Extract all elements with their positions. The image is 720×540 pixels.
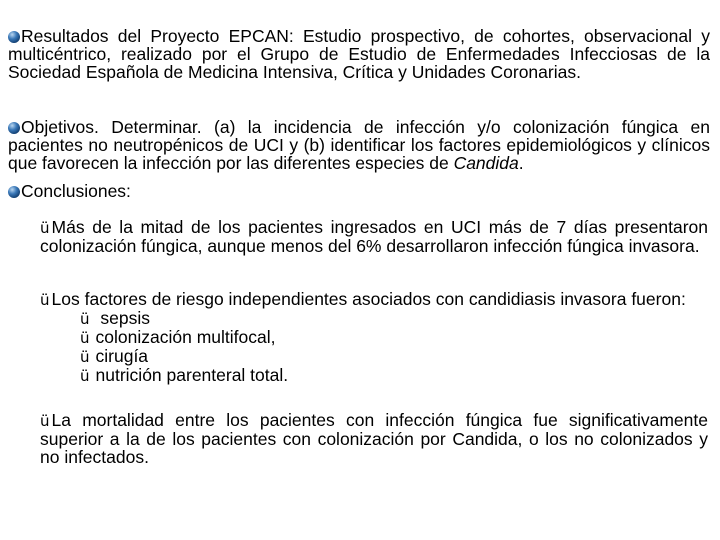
risk-factor-item [40,328,708,347]
objectives-text: Objetivos. Determinar. (a) la incidencia de infección y/o colonización fúngica en pacientes no neutropénicos de UCI y (b) identificar los factores epidemiológicos y clínicos que favorecen la infección por las diferentes especies de [8,117,710,173]
risk-factor-item [40,347,708,366]
risk-factor-label: cirugía [95,346,149,366]
results-paragraph [8,27,710,81]
blue-sphere-bullet-icon [8,31,20,43]
conclusion-item-2 [40,290,708,385]
objectives-paragraph [8,118,710,172]
conclusion-item-1 [40,218,708,255]
blue-sphere-bullet-icon [8,186,20,198]
conclusion-item-3 [40,411,708,466]
blue-sphere-bullet-icon [8,122,20,134]
checkmark-icon: ü [80,348,90,366]
results-text: Resultados del Proyecto EPCAN: Estudio prospectivo, de cohortes, observacional y multicéntrico, realizado por el Grupo de Estudio de Enfermedades Infecciosas de la Sociedad Española de Medicina Intensiva, Crítica y Unidades Coronarias. [8,26,710,82]
risk-factor-label: sepsis [95,308,150,328]
risk-factor-item [40,366,708,385]
conclusion-item-2-intro: Los factores de riesgo independientes asociados con candidiasis invasora fueron: [51,289,686,309]
candida-species: Candida [453,153,519,173]
objectives-end: . [518,153,524,173]
risk-factor-label: colonización multifocal, [95,327,276,347]
conclusion-item-1-text: Más de la mitad de los pacientes ingresados en UCI más de 7 días presentaron colonización fúngica, aunque menos del 6% desarrollaron infección fúngica invasora. [40,217,708,256]
checkmark-icon: ü [40,412,50,430]
checkmark-icon: ü [80,367,90,385]
conclusions-heading-text: Conclusiones: [21,181,131,201]
checkmark-icon: ü [80,310,90,328]
checkmark-icon: ü [80,329,90,347]
risk-factor-item [40,309,708,328]
risk-factor-label: nutrición parenteral total. [95,365,289,385]
checkmark-icon: ü [40,219,50,237]
conclusions-heading [8,182,710,200]
conclusion-item-3-text: La mortalidad entre los pacientes con infección fúngica fue significativamente superior a la de los pacientes con colonización por Candida, o los no colonizados y no infectados. [40,410,708,467]
checkmark-icon: ü [40,291,50,309]
